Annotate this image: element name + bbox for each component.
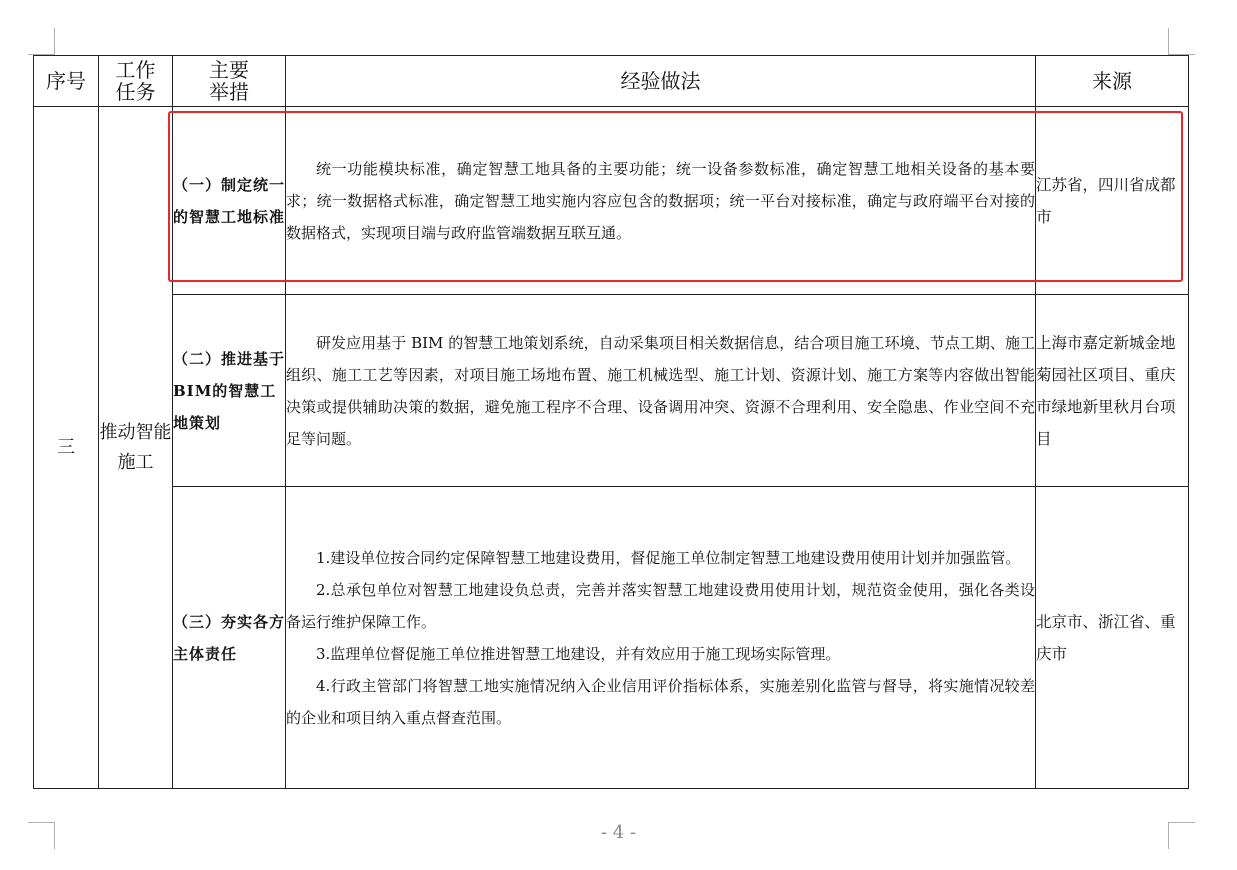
header-measure-text: 主要举措 — [209, 58, 249, 104]
table-row — [34, 107, 1189, 295]
page-number: - 4 - — [600, 822, 637, 843]
header-row — [34, 56, 1189, 107]
source-cell: 北京市、浙江省、重庆市 — [1036, 487, 1189, 789]
method-paragraph: 研发应用基于 BIM 的智慧工地策划系统，自动采集项目相关数据信息，结合项目施工环境、节点工期、施工组织、施工工艺等因素，对项目施工场地布置、施工机械选型、施工计划、资源计划、施工方案等内容做出智能决策或提供辅助决策的数据，避免施工程序不合理、设备调用冲突、资源不合理利用、安全隐患、作业空间不充足等问题。 — [286, 333, 1035, 448]
header-seq: 序号 — [34, 56, 99, 107]
crop-mark-top-left — [28, 28, 55, 55]
method-paragraph: 1.建设单位按合同约定保障智慧工地建设费用，督促施工单位制定智慧工地建设费用使用计划并加强监管。 — [316, 548, 1021, 567]
measure-cell: （二）推进基于BIM的智慧工地策划 — [173, 295, 286, 487]
method-cell — [286, 107, 1036, 295]
method-paragraph: 4.行政主管部门将智慧工地实施情况纳入企业信用评价指标体系，实施差别化监管与督导，将实施情况较差的企业和项目纳入重点督查范围。 — [286, 676, 1035, 727]
header-method: 经验做法 — [286, 56, 1036, 107]
source-cell: 江苏省，四川省成都市 — [1036, 107, 1189, 295]
header-measure — [173, 56, 286, 107]
crop-mark-top-right — [1168, 28, 1195, 55]
method-paragraph: 统一功能模块标准，确定智慧工地具备的主要功能；统一设备参数标准，确定智慧工地相关设备的基本要求；统一数据格式标准，确定智慧工地实施内容应包含的数据项；统一平台对接标准，确定与政府端平台对接的数据格式，实现项目端与政府监管端数据互联互通。 — [286, 159, 1035, 242]
measures-table — [33, 55, 1189, 789]
method-paragraph: 3.监理单位督促施工单位推进智慧工地建设，并有效应用于施工现场实际管理。 — [316, 644, 841, 663]
method-paragraph: 2.总承包单位对智慧工地建设负总责，完善并落实智慧工地建设费用使用计划，规范资金使用，强化各类设备运行维护保障工作。 — [286, 580, 1035, 631]
method-cell — [286, 487, 1036, 789]
source-cell: 上海市嘉定新城金地菊园社区项目、重庆市绿地新里秋月台项目 — [1036, 295, 1189, 487]
method-cell — [286, 295, 1036, 487]
measure-cell: （三）夯实各方主体责任 — [173, 487, 286, 789]
seq-cell: 三 — [34, 107, 99, 789]
header-task-text: 工作任务 — [115, 58, 156, 104]
measure-cell: （一）制定统一的智慧工地标准 — [173, 107, 286, 295]
task-cell: 推动智能施工 — [99, 107, 173, 789]
table-row — [34, 487, 1189, 789]
header-source: 来源 — [1036, 56, 1189, 107]
header-task — [99, 56, 173, 107]
table-row — [34, 295, 1189, 487]
